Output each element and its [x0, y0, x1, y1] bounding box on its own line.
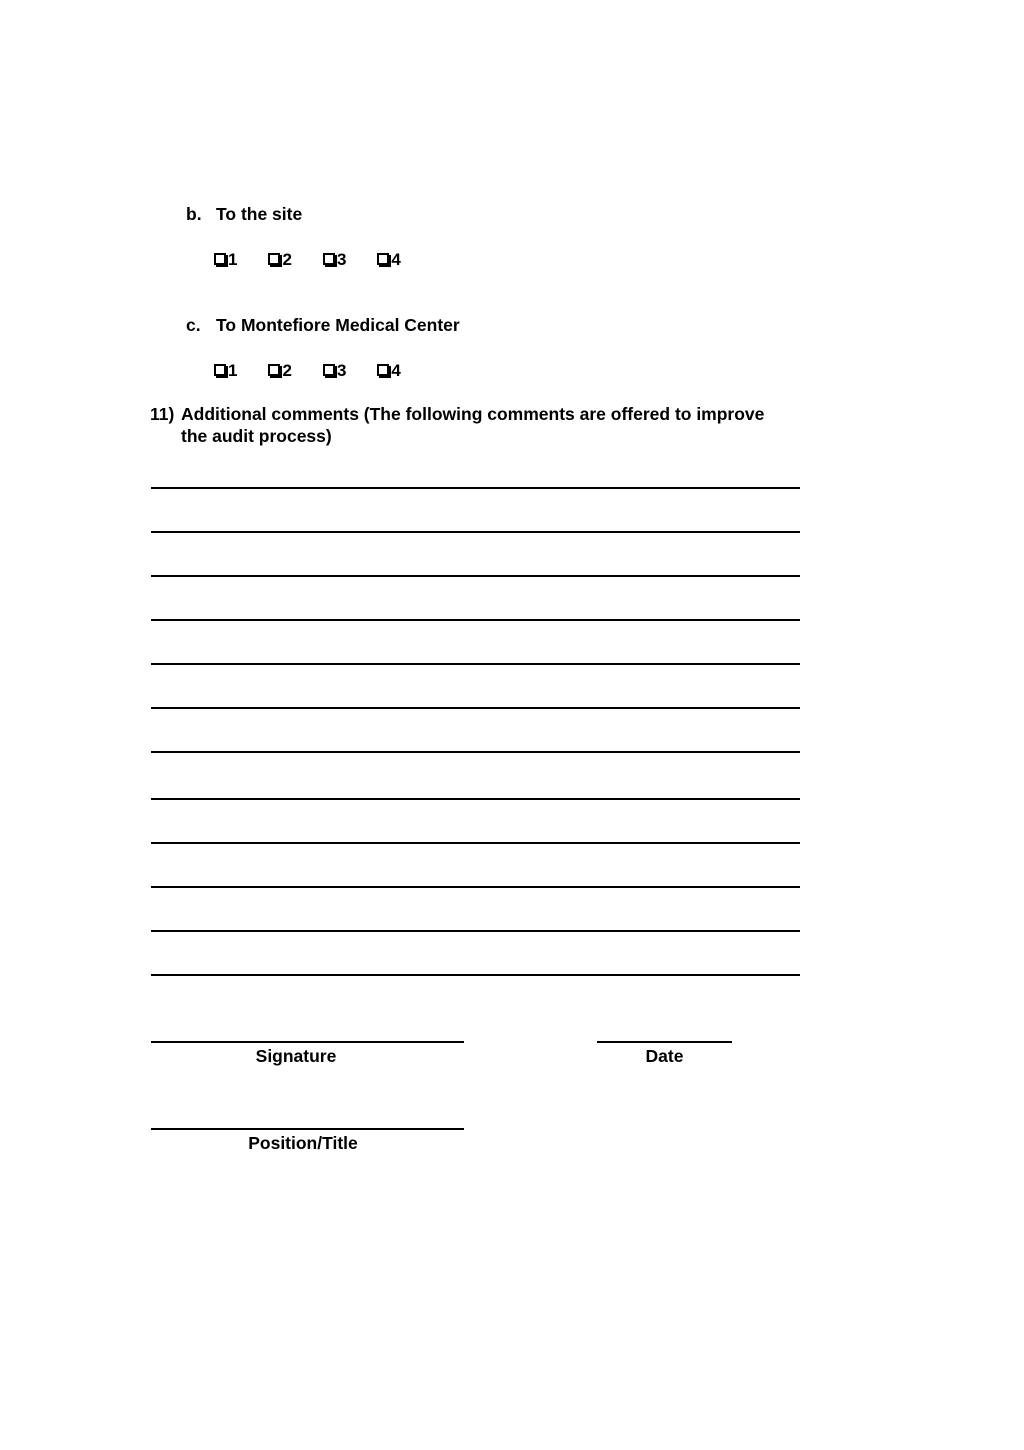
comment-line[interactable]: [151, 487, 800, 489]
signature-label: Signature: [255, 1046, 337, 1066]
rating-options-site: [214, 251, 432, 268]
rating-option[interactable]: [323, 251, 346, 268]
signature-line[interactable]: [151, 1041, 464, 1043]
comment-line[interactable]: [151, 842, 800, 844]
checkbox-icon[interactable]: [268, 364, 280, 376]
checkbox-icon[interactable]: [323, 364, 335, 376]
option-number: 1: [228, 361, 238, 380]
comment-line[interactable]: [151, 930, 800, 932]
rating-option[interactable]: [268, 362, 291, 379]
comment-line[interactable]: [151, 619, 800, 621]
rating-option[interactable]: [377, 362, 400, 379]
rating-option[interactable]: [323, 362, 346, 379]
item-text: To the site: [216, 204, 303, 224]
question-number: 11): [150, 404, 175, 424]
comment-line[interactable]: [151, 575, 800, 577]
date-line[interactable]: [597, 1041, 732, 1043]
comment-line[interactable]: [151, 531, 800, 533]
option-number: 3: [336, 250, 347, 269]
question-11-line-2: the audit process): [181, 426, 332, 446]
rating-options-montefiore: [214, 362, 432, 379]
option-number: 3: [336, 361, 347, 380]
rating-option[interactable]: [214, 362, 237, 379]
checkbox-icon[interactable]: [323, 253, 335, 265]
rating-option[interactable]: [377, 251, 400, 268]
question-text: Additional comments (The following comments are offered to improve: [181, 404, 765, 424]
item-text: To Montefiore Medical Center: [216, 315, 460, 335]
checkbox-icon[interactable]: [268, 253, 280, 265]
option-number: 1: [228, 250, 238, 269]
comment-line[interactable]: [151, 886, 800, 888]
option-number: 2: [282, 250, 292, 269]
option-number: 4: [391, 361, 401, 380]
checkbox-icon[interactable]: [377, 253, 389, 265]
option-number: 2: [282, 361, 292, 380]
comment-line[interactable]: [151, 974, 800, 976]
checkbox-icon[interactable]: [214, 364, 226, 376]
rating-item-label-montefiore: [186, 317, 460, 335]
rating-item-label-site: [186, 206, 302, 224]
comment-line[interactable]: [151, 798, 800, 800]
rating-option[interactable]: [214, 251, 237, 268]
comment-line[interactable]: [151, 751, 800, 753]
question-11-line-1: [150, 406, 764, 424]
checkbox-icon[interactable]: [377, 364, 389, 376]
comment-line[interactable]: [151, 707, 800, 709]
rating-option[interactable]: [268, 251, 291, 268]
item-letter: b.: [186, 204, 202, 224]
checkbox-icon[interactable]: [214, 253, 226, 265]
item-letter: c.: [186, 315, 201, 335]
comment-line[interactable]: [151, 663, 800, 665]
option-number: 4: [391, 250, 401, 269]
position-title-label: Position/Title: [248, 1133, 358, 1153]
date-label: Date: [645, 1046, 684, 1066]
position-title-line[interactable]: [151, 1128, 464, 1130]
